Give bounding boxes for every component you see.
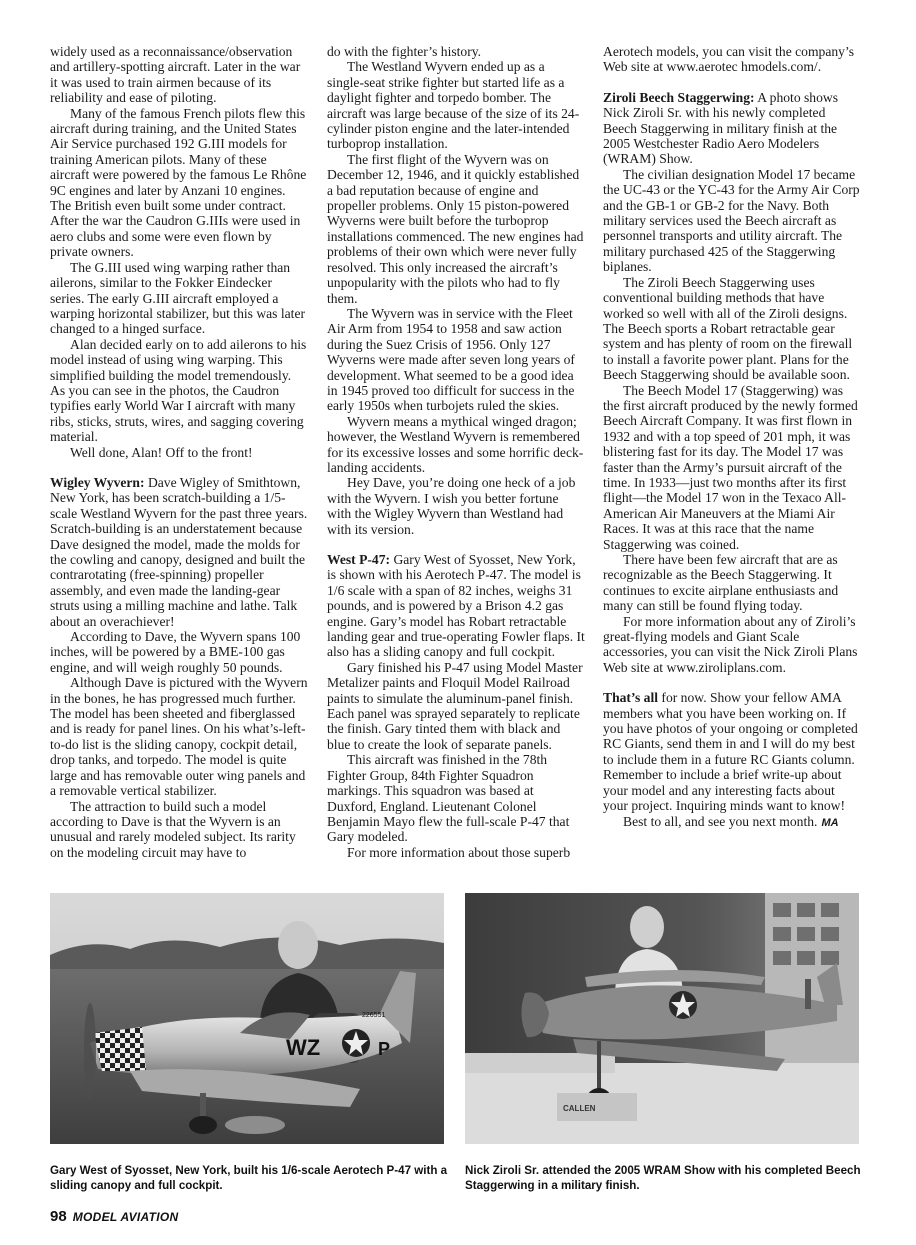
section-west-p47	[327, 552, 585, 660]
column-3	[603, 44, 861, 831]
section-ziroli-staggerwing	[603, 90, 861, 167]
paragraph: According to Dave, the Wyvern spans 100 inches, will be powered by a BME-100 gas engine, and will weigh roughly 50 pounds.	[50, 629, 301, 675]
paragraph: Dave Wigley of Smithtown, New York, has been scratch-building a 1/5-scale Westland Wyvern for the past three years. Scratch-building is an understatement because Dave designed the model, made the molds for the cowling and canopy, designed and built the contrarotating (free-spinning) propeller assembly, and even made the landing-gear struts using a milling machine and lathe. Talk about an overachiever!	[50, 474, 308, 629]
paragraph: The Westland Wyvern ended up as a single-seat strike fighter but started life as a daylight fighter and torpedo bomber. The aircraft was large because of the size of its 24-cylinder piston engine and the later-intended turboprop installation.	[327, 59, 580, 152]
paragraph: Aerotech models, you can visit the company’s Web site at www.aerotec hmodels.com/.	[603, 44, 855, 75]
page-footer	[50, 1208, 178, 1226]
sign-off: Best to all, and see you next month. MA	[623, 813, 839, 829]
caption-photo-staggerwing: Nick Ziroli Sr. attended the 2005 WRAM Show with his completed Beech Staggerwing in a military finish.	[465, 1164, 861, 1192]
paragraph: The G.III used wing warping rather than ailerons, similar to the Fokker Eindecker series. The early G.III aircraft employed a warping horizontal stabilizer, but this was later changed to a hinged surface.	[50, 259, 306, 337]
paragraph: The civilian designation Model 17 became the UC-43 or the YC-43 for the Army Air Corp and the GB-1 or GB-2 for the Navy. Both military services used the Beech aircraft as personnel transports and utility aircraft. The military purchased 425 of the Staggerwing biplanes.	[603, 166, 860, 275]
photo-p47	[50, 893, 444, 1144]
caption-photo-p47: Gary West of Syosset, New York, built his 1/6-scale Aerotech P-47 with a sliding canopy and full cockpit.	[50, 1164, 448, 1192]
paragraph: The first flight of the Wyvern was on December 12, 1946, and it quickly established a bad reputation because of engine and propeller problems. Only 15 piston-powered Wyverns were built before the turboprop installations commenced. The new engines had problems of their own which were never fully resolved. This only increased the aircraft’s unpopularity with the pilots who had to fly them.	[327, 151, 584, 306]
section-wigley-wyvern	[50, 475, 308, 629]
paragraph: do with the fighter’s history.	[327, 44, 482, 59]
tail-marking: P	[378, 1039, 391, 1059]
paragraph: Alan decided early on to add ailerons to his model instead of using wing warping. This simplified building the model tremendously. As you can see in the photos, the Caudron typifies early World War I aircraft with many ribs, sticks, struts, wires, and sagging covering material.	[50, 336, 307, 445]
paragraph: for now. Show your fellow AMA members what you have been working on. If you have photos of your ongoing or completed RC Giants, send them in and I will do my best to include them in a future RC Giants column. Remember to include a brief write-up about your model and any interesting facts about your project. Inquiring minds want to know!	[603, 690, 858, 814]
column-2	[327, 44, 585, 860]
paragraph: The Ziroli Beech Staggerwing uses conventional building methods that have worked so well with all of the Ziroli designs. The Beech sports a Robart retractable gear system and has plenty of room on the firewall to install a favorite power plant. Plans for the Beech Staggerwing should be available soon.	[603, 274, 853, 383]
page-number: 98	[50, 1208, 67, 1225]
serial-number: 226551	[362, 1012, 386, 1019]
paragraph: The attraction to build such a model according to Dave is that the Wyvern is an unusual and rarely modeled subject. Its rarity on the modeling circuit may have to	[50, 798, 296, 860]
section-heading: Ziroli Beech Staggerwing:	[603, 89, 755, 105]
paragraph: This aircraft was finished in the 78th Fighter Group, 84th Fighter Squadron markings. This squadron was based at Duxford, England. Lieutenant Colonel Benjamin Mayo flew the full-scale P-47 that Gary modeled.	[327, 752, 570, 845]
paragraph: A photo shows Nick Ziroli Sr. with his newly completed Beech Staggerwing in military finish at the 2005 Westchester Radio Aero Modelers (WRAM) Show.	[603, 89, 839, 167]
fuselage-marking: WZ	[286, 1035, 321, 1060]
paragraph: The Beech Model 17 (Staggerwing) was the first aircraft produced by the newly formed Beech Aircraft Company. It was first flown in 1932 and with a top speed of 201 mph, it was blistering fast for its day. The Model 17 was faster than the Army’s pursuit aircraft of the time. In 1933—just two months after its first flight—the Model 17 won in the Texaco All-American Air Maneuvers at the Miami Air Races. It was at this race that the name Staggerwing was coined.	[603, 382, 858, 552]
section-thats-all	[603, 690, 861, 813]
paragraph: Although Dave is pictured with the Wyvern in the bones, he has progressed much further. The model has been sheeted and fiberglassed and is ready for panel lines. On his what’s-left-to-do list is the sliding canopy, cockpit detail, drop tanks, and torpedo. The model is quite large and has removable outer wing panels and a removable vertical stabilizer.	[50, 675, 308, 799]
paragraph: Hey Dave, you’re doing one heck of a job with the Wyvern. I wish you better fortune with the Wigley Wyvern than Westland had with its version.	[327, 475, 576, 537]
paragraph: For more information about those superb	[347, 844, 571, 860]
paragraph: Well done, Alan! Off to the front!	[70, 444, 253, 460]
paragraph: For more information about any of Ziroli’s great-flying models and Giant Scale accessories, you can visit the Nick Ziroli Plans Web site at www.ziroliplans.com.	[603, 613, 858, 675]
paragraph: Gary West of Syosset, New York, is shown with his Aerotech P-47. The model is 1/6 scale with a span of 82 inches, weighs 31 pounds, and is powered by a Brison 4.2 gas engine. Gary’s model has Robart retractable landing gear and true-operating Fowler flaps. It also has a sliding canopy and full cockpit.	[327, 552, 585, 660]
paragraph: The Wyvern was in service with the Fleet Air Arm from 1954 to 1958 and saw action during the Suez Crisis of 1956. Only 127 Wyverns were made after seven long years of development. What seemed to be a good idea in 1945 proved too difficult for success in the early 1950s when turbojets ruled the skies.	[327, 305, 575, 414]
display-panel-text: CALLEN	[563, 1104, 596, 1113]
column-1	[50, 44, 308, 860]
magazine-name: MODEL AVIATION	[72, 1210, 179, 1224]
end-mark: MA	[821, 816, 839, 829]
section-heading: That’s all	[603, 690, 659, 706]
paragraph: There have been few aircraft that are as recognizable as the Beech Staggerwing. It continues to excite airplane enthusiasts and many can still be found flying today.	[603, 552, 839, 614]
paragraph: Many of the famous French pilots flew this aircraft during training, and the United States Air Service purchased 192 G.III models for training American pilots. Many of these aircraft were powered by the famous Le Rhône 9C engines and later by Anzani 10 engines. The British even built some under contract. After the war the Caudron G.IIIs were used in aero clubs and some were even flown by private owners.	[50, 105, 307, 260]
paragraph: Gary finished his P-47 using Model Master Metalizer paints and Floquil Model Railroad paints to simulate the aluminum-panel finish. Each panel was sprayed separately to replicate the finish. Gary tinted them with black and blue to create the look of separate panels.	[327, 659, 583, 752]
section-heading: Wigley Wyvern:	[50, 474, 145, 490]
photo-staggerwing	[465, 893, 859, 1144]
paragraph: Wyvern means a mythical winged dragon; however, the Westland Wyvern is remembered for its excessive losses and some horrific deck-landing accidents.	[327, 413, 584, 475]
section-heading: West P-47:	[327, 552, 391, 567]
paragraph: widely used as a reconnaissance/observation and artillery-spotting aircraft. Later in the war it was used to train airmen because of its reliability and ease of piloting.	[50, 44, 301, 106]
